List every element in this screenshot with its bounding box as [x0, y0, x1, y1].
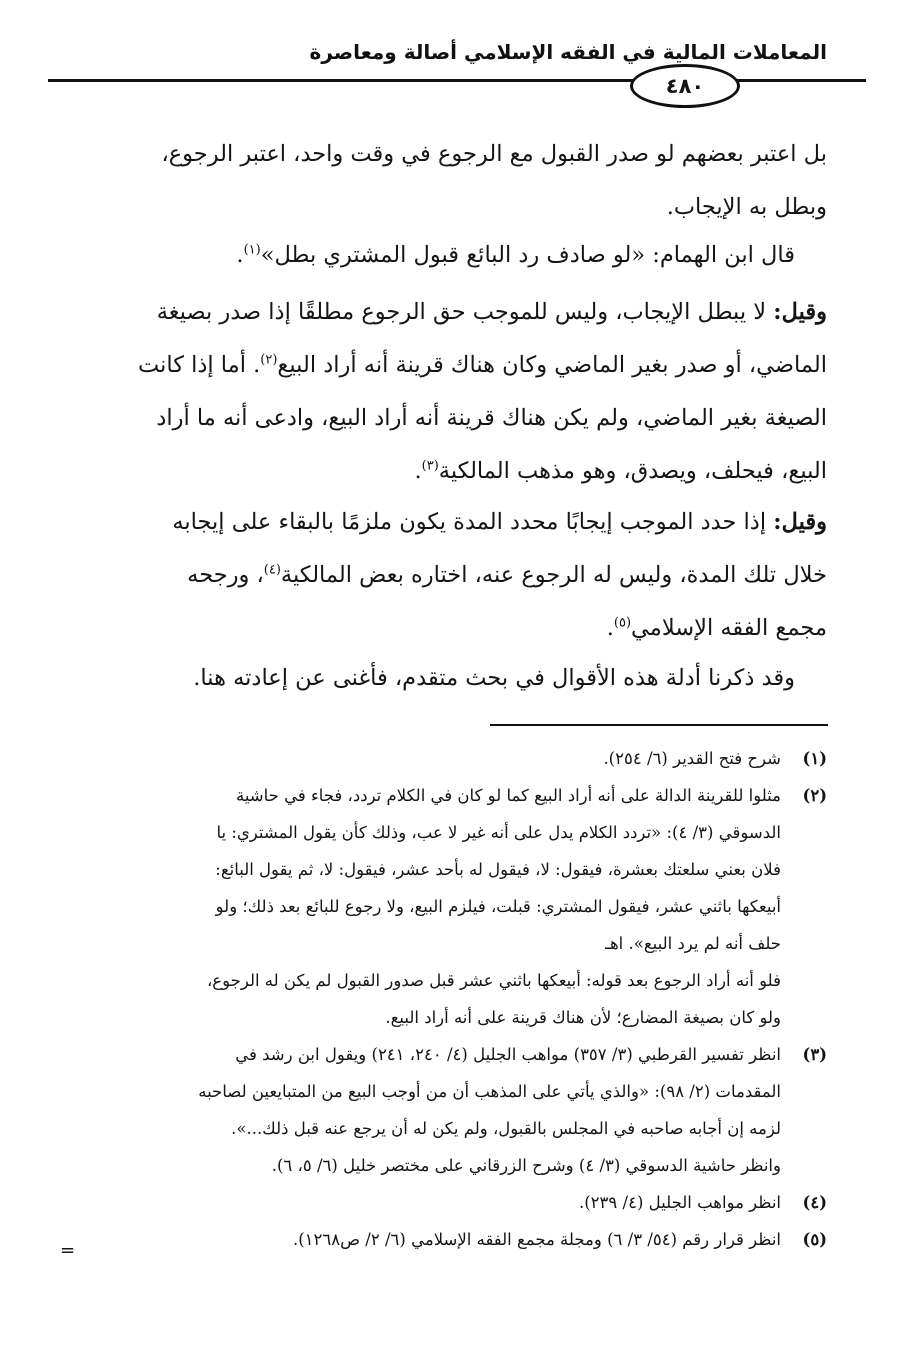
- paragraph-line: [15, 229, 795, 282]
- paragraph-3: [47, 286, 827, 498]
- footnote-line: الدسوقي (٣/ ٤): «تردد الكلام يدل على أنه غير لا عب، وذلك كأن يقول المشتري: يا: [216, 823, 781, 842]
- line-text: . أما إذا كانت: [138, 352, 261, 378]
- paragraph-5: [15, 652, 795, 705]
- footnote-line: المقدمات (٢/ ٩٨): «والذي يأتي على المذهب أن من أوجب البيع من المتبايعين لصاحبه: [198, 1082, 781, 1101]
- footnote-ref: (١): [243, 242, 261, 258]
- footnote-ref: (٥): [613, 615, 632, 631]
- paragraph-line: [47, 549, 827, 602]
- quote-text: قال ابن الهمام: «لو صادف رد البائع قبول المشتري بطل»: [260, 242, 795, 268]
- footnote-5: [47, 1221, 827, 1258]
- paragraph-line: الصيغة بغير الماضي، ولم يكن هناك قرينة أنه أراد البيع، وادعى أنه ما أراد: [156, 405, 827, 431]
- footnote-line: فلو أنه أراد الرجوع بعد قوله: أبيعكها باثني عشر قبل صدور القبول لم يكن له الرجوع،: [206, 971, 781, 990]
- paragraph-line: بل اعتبر بعضهم لو صدر القبول مع الرجوع في وقت واحد، اعتبر الرجوع،: [161, 141, 827, 167]
- paragraph-4: [47, 496, 827, 655]
- header-rule: [48, 79, 866, 82]
- footnote-line: مثلوا للقرينة الدالة على أنه أراد البيع كما لو كان في الكلام تردد، فجاء في حاشية: [235, 786, 781, 805]
- footnote-line: لزمه إن أجابه صاحبه في المجلس بالقبول، ولم يكن له أن يرجع عنه قبل ذلك...».: [231, 1119, 781, 1138]
- footnote-ref: (٣): [421, 458, 439, 474]
- paragraph-1: [47, 128, 827, 234]
- footnote-line: شرح فتح القدير (٦/ ٢٥٤).: [603, 749, 781, 768]
- line-text: خلال تلك المدة، وليس له الرجوع عنه، اختاره بعض المالكية: [280, 562, 827, 588]
- paragraph-line: [47, 496, 827, 549]
- page-number-badge: [630, 64, 740, 108]
- page-number: ٤٨٠: [665, 74, 705, 98]
- footnote-number: (٣): [802, 1045, 827, 1064]
- footnote-number: (٢): [802, 786, 827, 805]
- footnote-line: انظر قرار رقم (٥٤/ ٣/ ٦) ومجلة مجمع الفقه الإسلامي (٦/ ٢/ ص١٢٦٨).: [292, 1230, 781, 1249]
- line-text: مجمع الفقه الإسلامي: [631, 615, 827, 641]
- line-text: البيع، فيحلف، ويصدق، وهو مذهب المالكية: [438, 458, 827, 484]
- lead-word: وقيل:: [773, 509, 827, 535]
- line-text: الماضي، أو صدر بغير الماضي وكان هناك قرينة أنه أراد البيع: [277, 352, 827, 378]
- paragraph-2: [15, 229, 795, 282]
- line-text: ، ورجحه: [187, 562, 264, 588]
- paragraph-line: وقد ذكرنا أدلة هذه الأقوال في بحث متقدم، فأغنى عن إعادته هنا.: [193, 665, 795, 691]
- footnote-ref: (٤): [263, 562, 281, 578]
- footnote-line: وانظر حاشية الدسوقي (٣/ ٤) وشرح الزرقاني على مختصر خليل (٦/ ٥، ٦).: [271, 1156, 781, 1175]
- footnote-line: انظر تفسير القرطبي (٣/ ٣٥٧) مواهب الجليل (٤/ ٢٤٠، ٢٤١) ويقول ابن رشد في: [235, 1045, 781, 1064]
- paragraph-line: [47, 286, 827, 339]
- footnote-3: [47, 1036, 827, 1184]
- period: .: [236, 242, 244, 268]
- footnote-ref: (٢): [260, 352, 278, 368]
- footnotes: [47, 740, 827, 1258]
- paragraph-line: [47, 602, 827, 655]
- line-text: إذا حدد الموجب إيجابًا محدد المدة يكون ملزمًا بالبقاء على إيجابه: [172, 509, 767, 535]
- paragraph-line: وبطل به الإيجاب.: [666, 194, 827, 220]
- period: .: [414, 458, 422, 484]
- footnote-number: (٥): [802, 1230, 827, 1249]
- running-header-title: المعاملات المالية في الفقه الإسلامي أصالة ومعاصرة: [309, 40, 827, 64]
- footnote-line: حلف أنه لم يرد البيع». اهـ: [605, 934, 781, 953]
- footnote-4: [47, 1184, 827, 1221]
- line-text: لا يبطل الإيجاب، وليس للموجب حق الرجوع مطلقًا إذا صدر بصيغة: [156, 299, 767, 325]
- footnote-number: (٤): [802, 1193, 827, 1212]
- footnote-1: [47, 740, 827, 777]
- footnote-2: [47, 777, 827, 1036]
- footnote-line: فلان بعني سلعتك بعشرة، فيقول: لا، فيقول له بأحد عشر، فيقول: لا، ثم يقول البائع:: [215, 860, 781, 879]
- paragraph-line: [47, 339, 827, 392]
- footnote-line: ولو كان بصيغة المضارع؛ لأن هناك قرينة على أنه أراد البيع.: [385, 1008, 781, 1027]
- footnote-separator: [490, 724, 828, 726]
- period: .: [606, 615, 614, 641]
- paragraph-line: [47, 445, 827, 498]
- footnote-line: انظر مواهب الجليل (٤/ ٢٣٩).: [578, 1193, 781, 1212]
- footnote-number: (١): [802, 749, 827, 768]
- footnote-line: أبيعكها باثني عشر، فيقول المشتري: قبلت، فيلزم البيع، ولا رجوع للبائع بعد ذلك؛ ولو: [215, 897, 781, 916]
- continuation-mark: =: [60, 1240, 76, 1261]
- lead-word: وقيل:: [773, 299, 827, 325]
